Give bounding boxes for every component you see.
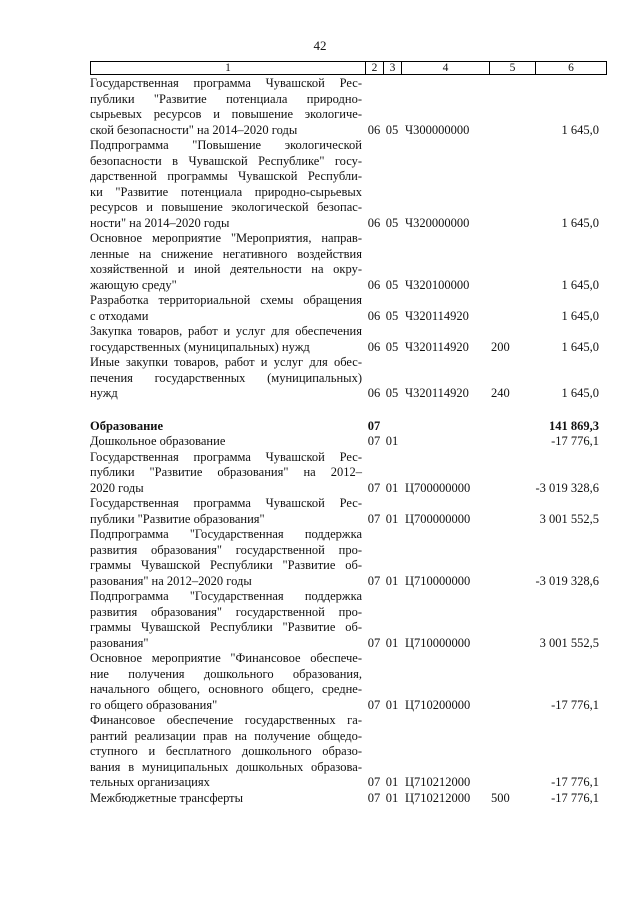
row-name [90,138,365,231]
row-name-line: Разработка территориальной схемы обращения [90,293,362,307]
row-name-line: развития образования" государственной про- [90,542,362,557]
table-row [90,355,607,402]
row-name [90,651,365,713]
header-col-4: 4 [402,62,490,74]
table-header [90,61,607,75]
row-name-line: Закупка товаров, работ и услуг для обеспечения [90,324,362,338]
cell-c2: 06 [367,122,381,137]
row-name-line: публики "Развитие образования" [90,511,265,526]
cell-c4: Ц710000000 [405,635,471,650]
cell-c3: 05 [385,215,399,230]
cell-c2: 07 [367,511,381,526]
cell-c6: 3 001 552,5 [539,511,599,526]
row-name-line: ской безопасности" на 2014–2020 годы [90,122,298,137]
cell-c4: Ц710000000 [405,573,471,588]
cell-c6: 1 645,0 [561,308,599,323]
table-row [90,791,607,807]
row-name-line: Государственная программа Чувашской Рес- [90,76,362,90]
table-row [90,76,607,138]
cell-c6: 1 645,0 [561,277,599,292]
cell-c2: 07 [367,790,381,805]
cell-c2: 06 [367,339,381,354]
cell-c4: Ч320114920 [405,339,469,354]
table-row [90,713,607,791]
table-row [90,324,607,355]
row-name-line: печения государственных (муниципальных) [90,370,362,385]
table-row [90,419,607,435]
row-name [90,293,365,324]
row-name-line: Основное мероприятие "Мероприятия, направ- [90,231,362,245]
row-name [90,434,365,450]
row-name-line: рантий реализации прав на получение общедо- [90,728,362,743]
row-name-line: Образование [90,418,164,433]
row-name [90,713,365,791]
row-name [90,589,365,651]
row-name [90,496,365,527]
cell-c2: 07 [367,418,381,433]
cell-c4: Ц700000000 [405,511,471,526]
cell-c6: -3 019 328,6 [535,480,599,495]
cell-c5: 500 [491,790,510,805]
table-row [90,651,607,713]
cell-c6: 1 645,0 [561,122,599,137]
row-name-line: Подпрограмма "Государственная поддержка [90,589,362,603]
row-name-line: сырьевых ресурсов и повышение экологиче- [90,107,362,121]
row-name-line: публики "Развитие потенциала природно- [90,91,362,106]
cell-c6: -17 776,1 [551,790,599,805]
cell-c6: 1 645,0 [561,386,599,400]
header-col-3: 3 [384,62,402,74]
cell-c4: Ч300000000 [405,122,470,137]
table-row [90,496,607,527]
row-name [90,231,365,293]
cell-c3: 01 [385,434,399,448]
row-name-line: нужд [90,386,118,400]
row-name-line: государственных (муниципальных) нужд [90,339,310,354]
header-col-5: 5 [490,62,536,74]
row-name-line: разования" на 2012–2020 годы [90,573,252,588]
header-col-6: 6 [568,62,574,74]
row-name-line: публики "Развитие образования" на 2012– [90,465,362,479]
row-name-line: Государственная программа Чувашской Рес- [90,449,362,464]
cell-c6: 1 645,0 [561,339,599,354]
row-name-line: начального общего, основного общего, средне- [90,682,362,696]
table-row [90,450,607,497]
row-name-line: Основное мероприятие "Финансовое обеспече- [90,651,362,665]
cell-c2: 06 [367,215,381,230]
row-name-line: безопасности в Чувашской Республике" госу- [90,153,362,168]
cell-c4: Ч320000000 [405,215,470,230]
cell-c3: 05 [385,308,399,323]
row-name-line: дарственной программы Чувашской Республи- [90,169,362,183]
row-name-line: ности" на 2014–2020 годы [90,215,230,230]
cell-c2: 07 [367,480,381,495]
cell-c5: 200 [491,339,510,354]
row-name [90,450,365,497]
cell-c6: -17 776,1 [551,697,599,712]
cell-c5: 240 [491,386,510,400]
cell-c3: 01 [385,635,399,650]
row-name-line: ки "Развитие потенциала природно-сырьевых [90,184,362,199]
row-name [90,419,365,435]
row-name-line: развития образования" государственной про- [90,604,362,619]
row-name-line: 2020 годы [90,480,144,495]
cell-c3: 05 [385,277,399,292]
row-spacer [90,402,607,419]
cell-c4: Ц700000000 [405,480,471,495]
table-row [90,293,607,324]
cell-c2: 07 [367,573,381,588]
cell-c3: 01 [385,573,399,588]
cell-c3: 05 [385,122,399,137]
cell-c3: 05 [385,386,399,400]
row-name-line: Подпрограмма "Повышение экологической [90,138,362,152]
table-row [90,589,607,651]
row-name-line: хозяйственной и иной деятельности на окру- [90,262,362,276]
table-row [90,231,607,293]
cell-c3: 01 [385,790,399,805]
cell-c3: 05 [385,339,399,354]
cell-c4: Ч320114920 [405,308,469,323]
row-name-line: го общего образования" [90,697,218,712]
table-row [90,138,607,231]
row-name [90,324,365,355]
cell-c6: 3 001 552,5 [539,635,599,650]
cell-c4: Ц710200000 [405,697,471,712]
row-name [90,527,365,589]
row-name-line: тельных организациях [90,775,210,789]
cell-c4: Ц710212000 [405,775,471,789]
row-name [90,76,365,138]
cell-c3: 01 [385,697,399,712]
cell-c2: 07 [367,635,381,650]
row-name-line: ленные на снижение негативного воздействия [90,246,362,261]
cell-c3: 01 [385,511,399,526]
row-name-line: граммы Чувашской Республики "Развитие об- [90,558,362,572]
row-name [90,791,365,807]
row-name-line: ресурсов и повышение экологической безопас- [90,200,362,214]
row-name-line: Иные закупки товаров, работ и услуг для обес- [90,355,362,369]
row-name-line: граммы Чувашской Республики "Развитие об- [90,620,362,634]
cell-c2: 07 [367,775,381,789]
page-number: 42 [313,38,327,53]
cell-c6: 1 645,0 [561,215,599,230]
header-col-2: 2 [366,62,384,74]
table-row [90,434,607,450]
cell-c6: 141 869,3 [549,418,599,433]
row-name-line: Государственная программа Чувашской Рес- [90,496,362,510]
cell-c2: 06 [367,308,381,323]
table-body [90,76,607,806]
row-name-line: Межбюджетные трансферты [90,790,244,805]
row-name-line: Подпрограмма "Государственная поддержка [90,527,362,541]
header-col-1: 1 [91,62,366,74]
row-name-line: Финансовое обеспечение государственных га- [90,713,362,727]
cell-c2: 06 [367,386,381,400]
row-name-line: с отходами [90,308,149,323]
row-name-line: разования" [90,635,149,650]
row-name-line: ступного и бесплатного дошкольного образо- [90,744,362,758]
row-name-line: жающую среду" [90,277,177,292]
cell-c4: Ч320114920 [405,386,469,400]
cell-c4: Ц710212000 [405,790,471,805]
table-row [90,527,607,589]
cell-c2: 07 [367,697,381,712]
row-name-line: вания в муниципальных дошкольных образова- [90,759,362,774]
row-name-line: ние получения дошкольного образования, [90,666,362,681]
cell-c4: Ч320100000 [405,277,470,292]
cell-c2: 07 [367,434,381,448]
row-name-line: Дошкольное образование [90,434,226,448]
cell-c3: 01 [385,775,399,789]
cell-c3: 01 [385,480,399,495]
cell-c6: -17 776,1 [551,775,599,789]
cell-c2: 06 [367,277,381,292]
cell-c6: -3 019 328,6 [535,573,599,588]
row-name [90,355,365,402]
cell-c6: -17 776,1 [551,434,599,448]
